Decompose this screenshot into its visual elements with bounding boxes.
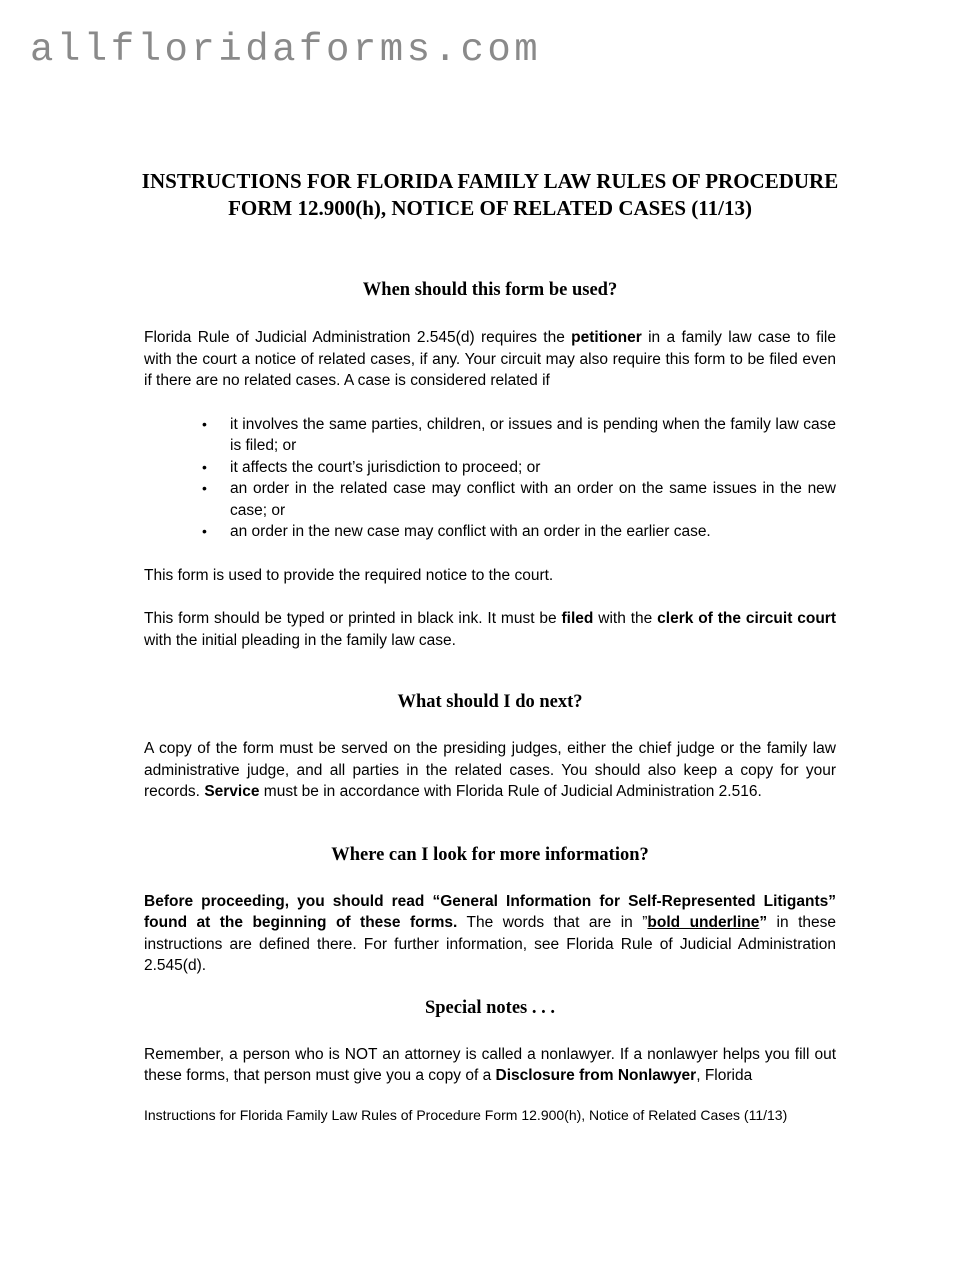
page-footer: Instructions for Florida Family Law Rules of Procedure Form 12.900(h), Notice of Related Cases (11/13) [144, 1106, 788, 1123]
term-disclosure: Disclosure from Nonlawyer [495, 1067, 697, 1084]
heading-what-next: What should I do next? [397, 692, 583, 712]
list-item [144, 478, 836, 521]
filing-text-c: with the initial pleading in the family law case. [144, 631, 456, 649]
more-info-text-b: in these instructions are defined there. For further information, see Florida Rule of Judicial Administration 2.545(d). [144, 914, 836, 974]
heading-special-notes: Special notes . . . [424, 997, 555, 1018]
notice-purpose-paragraph: This form is used to provide the required notice to the court. [144, 566, 554, 584]
next-text-a: A copy of the form must be served on the presiding judges, either the chief judge or the family law administrative judge, and all parties in the related cases. You should also keep a copy for your records. [144, 740, 836, 800]
site-watermark: allfloridaforms.com [30, 28, 542, 72]
bullet-icon: • [202, 523, 207, 539]
special-text-a: Remember, a person who is NOT an attorney is called a nonlawyer. If a nonlawyer helps you fill out these forms, that person must give you a copy of a [144, 1045, 836, 1084]
more-info-text-a: The words that are in ” [457, 914, 648, 931]
title-line-1: INSTRUCTIONS FOR FLORIDA FAMILY LAW RULES OF PROCEDURE [141, 169, 839, 193]
special-notes-paragraph [144, 1044, 836, 1087]
term-service: Service [204, 783, 260, 800]
bullet-icon: • [202, 458, 207, 475]
filing-paragraph [144, 608, 836, 651]
more-info-paragraph [144, 891, 836, 977]
title-line-2: FORM 12.900(h), NOTICE OF RELATED CASES (11/13) [228, 196, 752, 220]
list-item-text: an order in the new case may conflict with an order in the earlier case. [230, 523, 711, 540]
next-text-b: must be in accordance with Florida Rule of Judicial Administration 2.516. [259, 783, 762, 800]
bullet-icon: • [202, 480, 207, 496]
filing-text-a: This form should be typed or printed in black ink. It must be [144, 610, 562, 627]
bullet-icon: • [202, 415, 207, 432]
term-bold-underline: bold underline [647, 914, 760, 931]
list-item-text: it affects the court’s jurisdiction to proceed; or [230, 458, 541, 476]
when-intro-paragraph [144, 327, 836, 392]
term-petitioner: petitioner [571, 329, 642, 346]
when-intro-text-b: in a family law case to file with the court a notice of related cases, if any. Your circuit may also require this form to be filed even if there are no related cases. A case is considered related if [144, 329, 836, 389]
list-item [144, 414, 836, 457]
list-item-text: it involves the same parties, children, or issues and is pending when the family law case is filed; or [230, 415, 836, 454]
filing-text-b: with the [593, 610, 658, 627]
related-criteria-list [144, 414, 836, 543]
list-item [144, 457, 836, 479]
term-filed: filed [561, 610, 594, 627]
document-page [141, 168, 839, 1124]
when-intro-text-a: Florida Rule of Judicial Administration 2.545(d) requires the [144, 329, 572, 346]
more-info-bold-text: Before proceeding, you should read “General Information for Self-Represented Litigants” found at the beginning of these forms. [144, 892, 836, 931]
heading-when-used: When should this form be used? [362, 280, 618, 300]
document-title [114, 168, 866, 222]
list-item [144, 521, 836, 543]
list-item-text: an order in the related case may conflict with an order on the same issues in the new case; or [230, 480, 836, 519]
term-clerk: clerk of the circuit court [657, 610, 836, 627]
more-info-quote-close: ” [759, 914, 768, 931]
heading-more-info: Where can I look for more information? [331, 844, 649, 865]
special-text-b: , Florida [696, 1067, 753, 1084]
next-paragraph [144, 738, 836, 803]
